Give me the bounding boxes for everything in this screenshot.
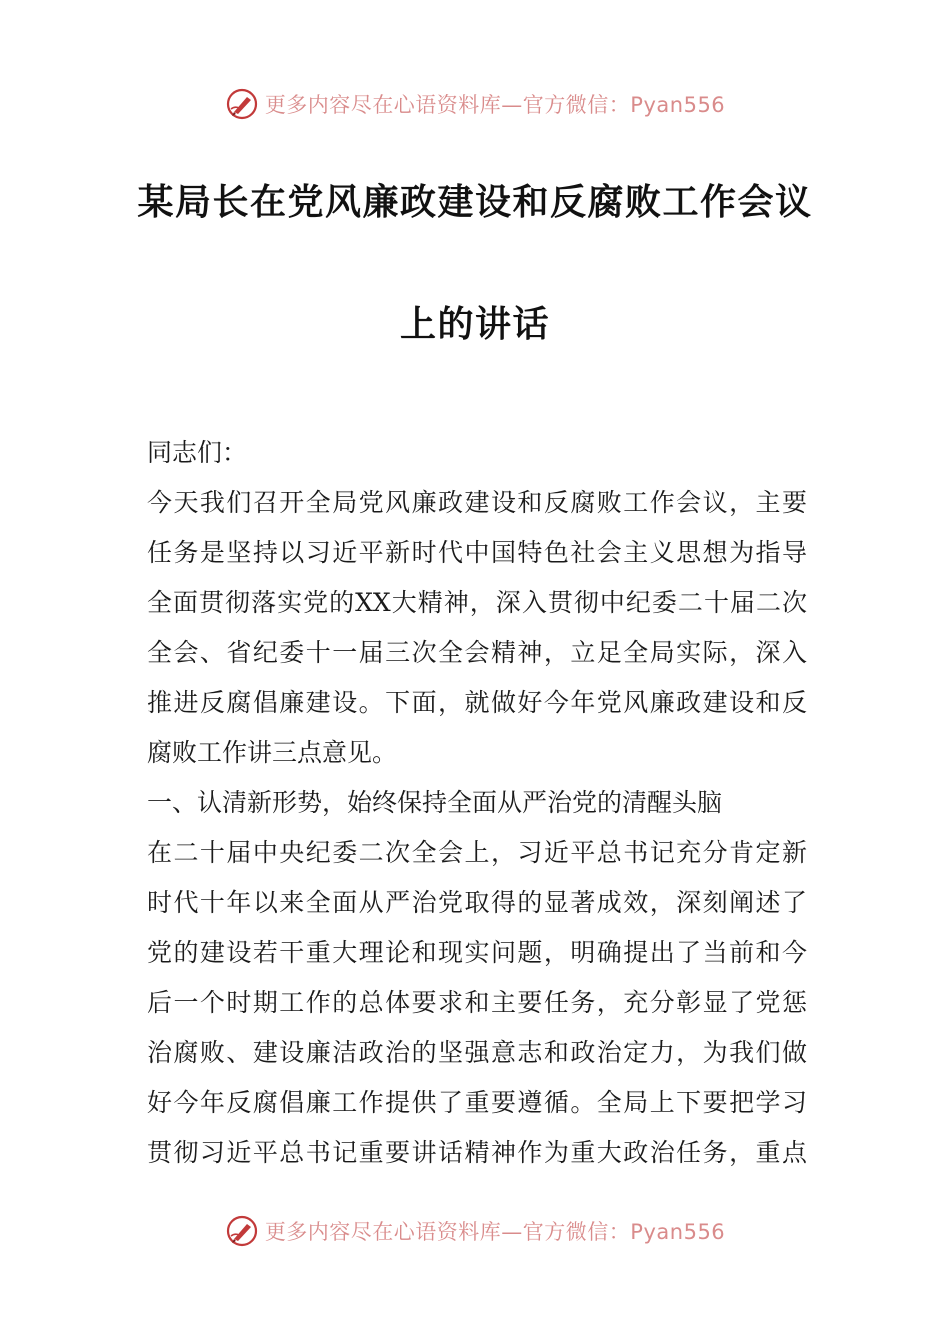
paragraph-line: 推进反腐倡廉建设。下面，就做好今年党风廉政建设和反	[147, 688, 807, 717]
section-heading: 一、认清新形势，始终保持全面从严治党的清醒头脑	[147, 788, 723, 817]
document-title-line-2: 上的讲话	[399, 303, 550, 345]
paragraph-line: 贯彻习近平总书记重要讲话精神作为重大政治任务，重点	[147, 1138, 807, 1167]
paragraph-line: 后一个时期工作的总体要求和主要任务，充分彰显了党惩	[147, 988, 807, 1017]
pen-circle-logo-icon	[225, 87, 259, 121]
paragraph-line: 今天我们召开全局党风廉政建设和反腐败工作会议，主要	[147, 488, 807, 517]
header-watermark	[0, 84, 950, 124]
paragraph-line: 好今年反腐倡廉工作提供了重要遵循。全局上下要把学习	[147, 1088, 807, 1117]
watermark-text: 更多内容尽在心语资料库—官方微信：Pyan556	[264, 93, 726, 117]
paragraph-line: 在二十届中央纪委二次全会上，习近平总书记充分肯定新	[147, 838, 807, 867]
footer-watermark	[0, 1211, 950, 1251]
paragraph-line: 治腐败、建设廉洁政治的坚强意志和政治定力，为我们做	[147, 1038, 807, 1067]
document-title-line-1: 某局长在党风廉政建设和反腐败工作会议	[137, 181, 813, 223]
paragraph-line: 全会、省纪委十一届三次全会精神，立足全局实际，深入	[147, 638, 807, 667]
document-body	[147, 428, 807, 1178]
paragraph-line: 时代十年以来全面从严治党取得的显著成效，深刻阐述了	[147, 888, 807, 917]
paragraph-line: 腐败工作讲三点意见。	[147, 738, 398, 767]
salutation: 同志们：	[147, 438, 248, 467]
paragraph-line: 任务是坚持以习近平新时代中国特色社会主义思想为指导	[147, 538, 807, 567]
paragraph-line: 党的建设若干重大理论和现实问题，明确提出了当前和今	[147, 938, 807, 967]
watermark-text: 更多内容尽在心语资料库—官方微信：Pyan556	[264, 1220, 726, 1244]
paragraph-line: 全面贯彻落实党的XX大精神，深入贯彻中纪委二十届二次	[147, 588, 807, 617]
pen-circle-logo-icon	[225, 1214, 259, 1248]
